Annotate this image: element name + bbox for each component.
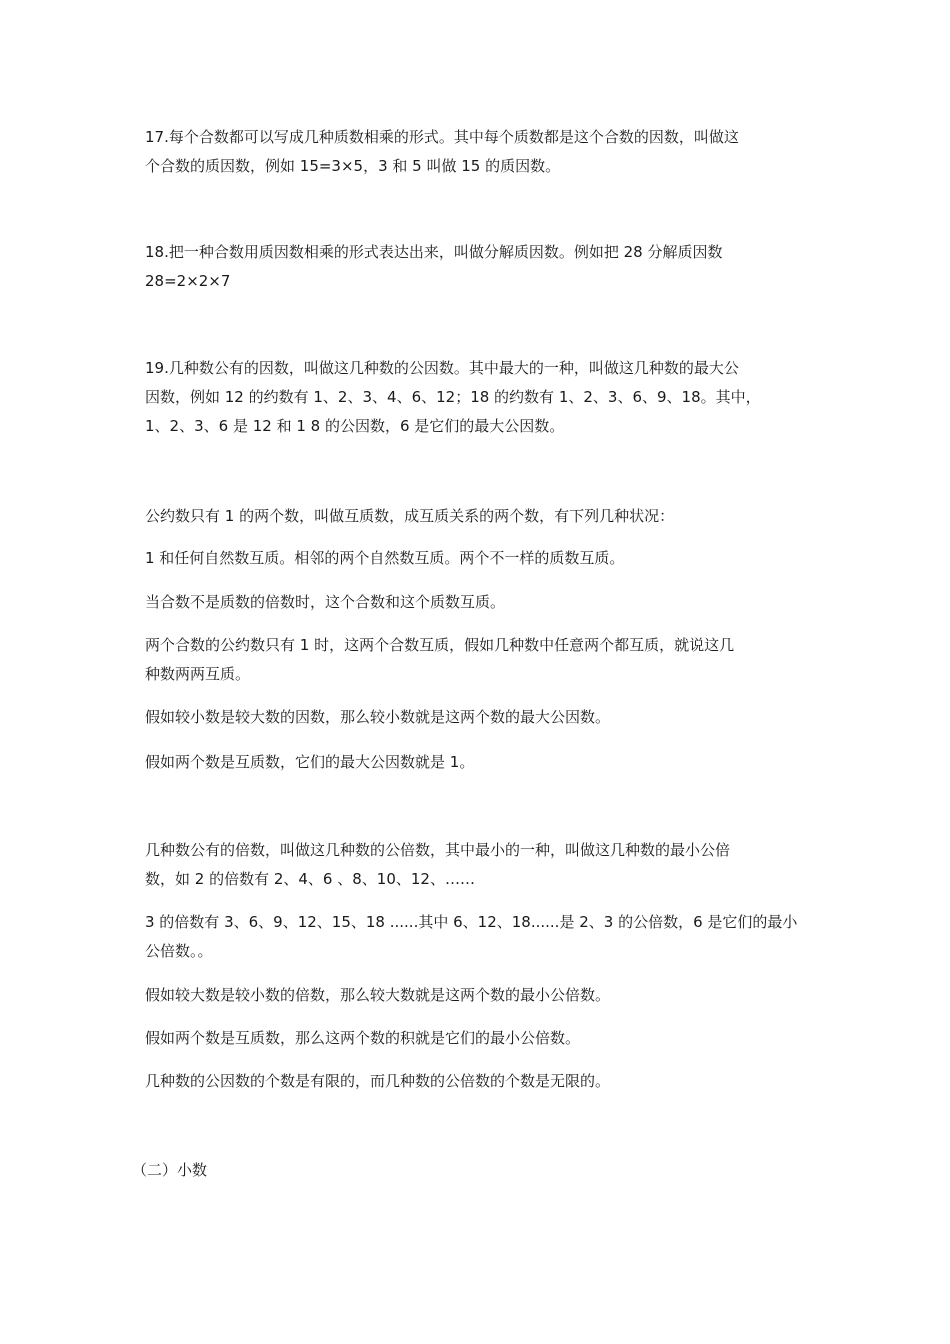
text-line: 当合数不是质数的倍数时，这个合数和这个质数互质。 (145, 593, 506, 611)
paragraph-finite-infinite (145, 1070, 815, 1092)
text-line: 数，如 2 的倍数有 2、4、6 、8、10、12、…… (145, 870, 475, 888)
text-line: 公约数只有 1 的两个数，叫做互质数，成互质关系的两个数，有下列几种状况： (145, 507, 675, 525)
paragraph-17 (145, 123, 815, 181)
paragraph-multiples-of-3 (145, 908, 815, 966)
text-line: 公倍数。。 (145, 942, 213, 960)
text-line: 假如两个数是互质数，那么这两个数的积就是它们的最小公倍数。 (145, 1029, 581, 1047)
paragraph-common-multiple (145, 836, 815, 894)
text-line: 几种数公有的倍数，叫做这几种数的公倍数，其中最小的一种，叫做这几种数的最小公倍 (145, 841, 731, 859)
text-line: 18.把一种合数用质因数相乘的形式表达出来，叫做分解质因数。例如把 28 分解质因数 (145, 243, 723, 261)
text-line: 19.几种数公有的因数，叫做这几种数的公因数。其中最大的一种，叫做这几种数的最大公 (145, 359, 739, 377)
text-line: 个合数的质因数，例如 15=3×5，3 和 5 叫做 15 的质因数。 (145, 157, 561, 175)
text-line: 1、2、3、6 是 12 和 1 8 的公因数，6 是它们的最大公因数。 (145, 417, 565, 435)
paragraph-19 (145, 354, 815, 441)
paragraph-gcd-rule-2 (145, 751, 815, 773)
text-line: 假如较小数是较大数的因数，那么较小数就是这两个数的最大公因数。 (145, 708, 611, 726)
text-line: 因数，例如 12 的约数有 1、2、3、4、6、12；18 的约数有 1、2、3、6、9、18。其中， (145, 388, 761, 406)
paragraph-lcm-rule-2 (145, 1027, 815, 1049)
paragraph-18 (145, 238, 815, 296)
paragraph-coprime-rule-2 (145, 591, 815, 613)
text-line: 28=2×2×7 (145, 272, 231, 290)
paragraph-lcm-rule-1 (145, 984, 815, 1006)
text-line: 3 的倍数有 3、6、9、12、15、18 ......其中 6、12、18......是 2、3 的公倍数，6 是它们的最小 (145, 913, 798, 931)
text-line: 假如较大数是较小数的倍数，那么较大数就是这两个数的最小公倍数。 (145, 986, 611, 1004)
paragraph-gcd-rule-1 (145, 706, 815, 728)
text-line: 假如两个数是互质数，它们的最大公因数就是 1。 (145, 753, 475, 771)
text-line: （二）小数 (132, 1161, 208, 1179)
paragraph-coprime-rule-1 (145, 547, 815, 569)
text-line: 17.每个合数都可以写成几种质数相乘的形式。其中每个质数都是这个合数的因数，叫做这 (145, 128, 739, 146)
text-line: 种数两两互质。 (145, 665, 251, 683)
section-heading-decimals (132, 1159, 802, 1181)
paragraph-coprime-rule-3 (145, 631, 815, 689)
text-line: 几种数的公因数的个数是有限的，而几种数的公倍数的个数是无限的。 (145, 1072, 611, 1090)
paragraph-coprime-intro (145, 505, 815, 527)
text-line: 1 和任何自然数互质。相邻的两个自然数互质。两个不一样的质数互质。 (145, 549, 625, 567)
text-line: 两个合数的公约数只有 1 时，这两个合数互质，假如几种数中任意两个都互质，就说这几 (145, 636, 735, 654)
